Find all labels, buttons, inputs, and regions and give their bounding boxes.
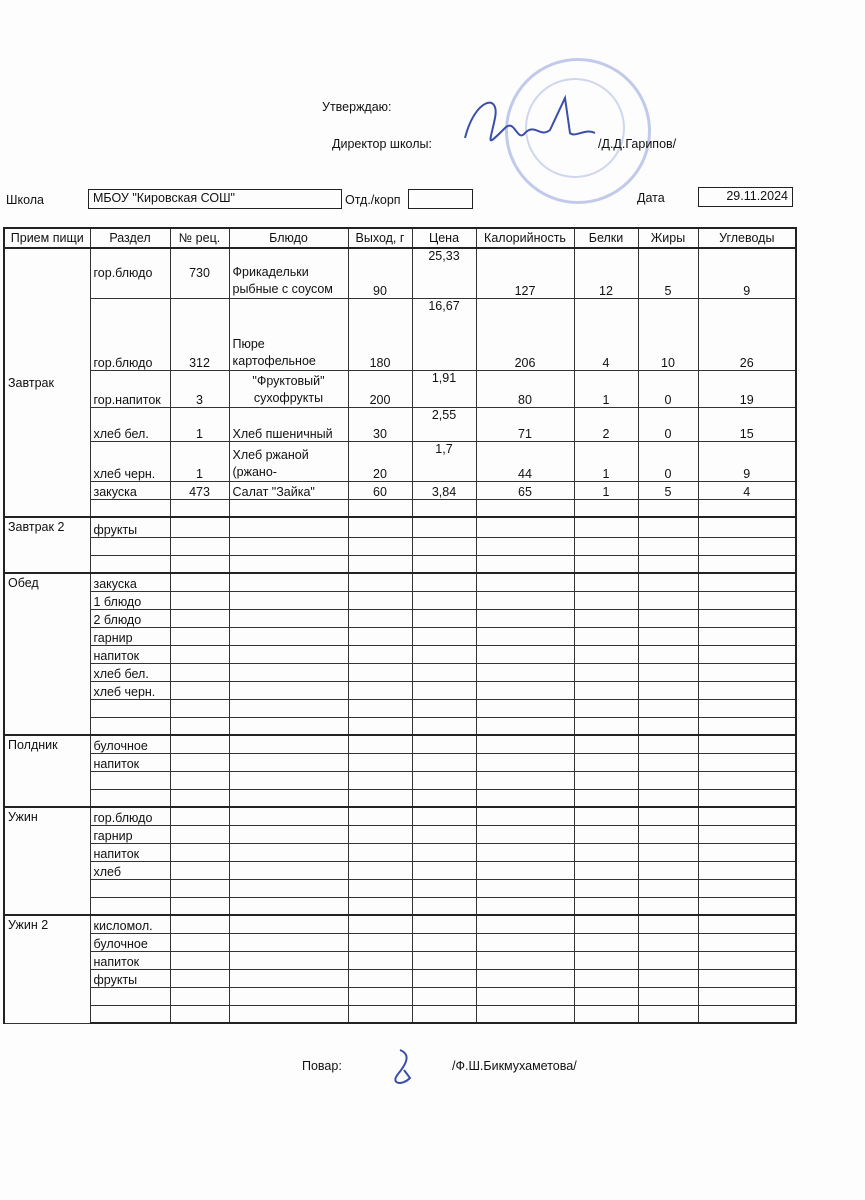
cell-output: 30 bbox=[348, 407, 412, 441]
cell-dish: "Фруктовый" сухофрукты bbox=[229, 370, 348, 407]
cell-price: 16,67 bbox=[412, 298, 476, 370]
table-row bbox=[4, 248, 796, 298]
cell-protein: 4 bbox=[574, 298, 638, 370]
director-signature bbox=[455, 88, 605, 168]
cell-protein: 1 bbox=[574, 481, 638, 499]
cell-kcal: 65 bbox=[476, 481, 574, 499]
cell-kcal: 206 bbox=[476, 298, 574, 370]
cell-protein: 12 bbox=[574, 248, 638, 298]
cell-dish: Салат "Зайка" bbox=[229, 481, 348, 499]
cell-section: гарнир bbox=[90, 627, 170, 645]
cook-label: Повар: bbox=[302, 1059, 342, 1073]
cell-section: закуска bbox=[90, 573, 170, 591]
table-row bbox=[4, 915, 796, 933]
cook-name: /Ф.Ш.Бикмухаметова/ bbox=[452, 1059, 577, 1073]
cell-kcal: 44 bbox=[476, 441, 574, 481]
cell-kcal: 80 bbox=[476, 370, 574, 407]
cell-dish: Хлеб пшеничный bbox=[229, 407, 348, 441]
cell-section: 2 блюдо bbox=[90, 609, 170, 627]
cell-section: напиток bbox=[90, 951, 170, 969]
cell-section: гор.блюдо bbox=[90, 807, 170, 825]
cell-section: напиток bbox=[90, 753, 170, 771]
cell-section: хлеб бел. bbox=[90, 407, 170, 441]
meal-lunch: Обед bbox=[4, 573, 90, 735]
meal-breakfast: Завтрак bbox=[4, 248, 90, 517]
dept-label: Отд./корп bbox=[345, 193, 401, 207]
cell-section: напиток bbox=[90, 645, 170, 663]
cell-section: гор.блюдо bbox=[90, 248, 170, 298]
cell-recipe: 1 bbox=[170, 441, 229, 481]
dept-field bbox=[408, 189, 473, 209]
cell-protein: 1 bbox=[574, 370, 638, 407]
table-row bbox=[4, 735, 796, 753]
cell-recipe: 312 bbox=[170, 298, 229, 370]
meal-dinner2: Ужин 2 bbox=[4, 915, 90, 1023]
cell-section: напиток bbox=[90, 843, 170, 861]
cell-section: хлеб черн. bbox=[90, 441, 170, 481]
col-header: Выход, г bbox=[348, 228, 412, 248]
cell-carbs: 4 bbox=[698, 481, 796, 499]
table-row bbox=[4, 481, 796, 499]
table-row bbox=[4, 298, 796, 370]
table-row bbox=[4, 517, 796, 537]
col-header: Калорийность bbox=[476, 228, 574, 248]
cell-price: 2,55 bbox=[412, 407, 476, 441]
cell-output: 200 bbox=[348, 370, 412, 407]
cell-kcal: 71 bbox=[476, 407, 574, 441]
cell-protein: 1 bbox=[574, 441, 638, 481]
cell-section: гор.блюдо bbox=[90, 298, 170, 370]
table-row bbox=[4, 370, 796, 407]
table-row bbox=[4, 573, 796, 591]
date-field: 29.11.2024 bbox=[698, 187, 793, 207]
cell-section: хлеб черн. bbox=[90, 681, 170, 699]
director-name: /Д.Д.Гарипов/ bbox=[598, 137, 677, 151]
cell-price: 25,33 bbox=[412, 248, 476, 298]
cell-fat: 5 bbox=[638, 248, 698, 298]
col-header: № рец. bbox=[170, 228, 229, 248]
col-header: Блюдо bbox=[229, 228, 348, 248]
meal-breakfast2: Завтрак 2 bbox=[4, 517, 90, 573]
col-header: Углеводы bbox=[698, 228, 796, 248]
cell-output: 60 bbox=[348, 481, 412, 499]
meal-snack: Полдник bbox=[4, 735, 90, 807]
cell-fat: 10 bbox=[638, 298, 698, 370]
cell-recipe: 1 bbox=[170, 407, 229, 441]
table-row bbox=[4, 441, 796, 481]
col-header: Прием пищи bbox=[4, 228, 90, 248]
cell-section: 1 блюдо bbox=[90, 591, 170, 609]
cell-recipe: 473 bbox=[170, 481, 229, 499]
cell-protein: 2 bbox=[574, 407, 638, 441]
cell-carbs: 9 bbox=[698, 248, 796, 298]
table-header-row bbox=[4, 228, 796, 248]
cell-fat: 5 bbox=[638, 481, 698, 499]
cell-carbs: 15 bbox=[698, 407, 796, 441]
school-field: МБОУ "Кировская СОШ" bbox=[88, 189, 342, 209]
cell-recipe: 3 bbox=[170, 370, 229, 407]
cell-section: хлеб bbox=[90, 861, 170, 879]
cell-section: кисломол. bbox=[90, 915, 170, 933]
cell-price: 1,7 bbox=[412, 441, 476, 481]
cell-section: фрукты bbox=[90, 517, 170, 537]
cell-recipe: 730 bbox=[170, 248, 229, 298]
cell-output: 90 bbox=[348, 248, 412, 298]
director-label: Директор школы: bbox=[332, 137, 432, 151]
cell-section: булочное bbox=[90, 933, 170, 951]
cell-dish: Фрикадельки рыбные с соусом bbox=[229, 248, 348, 298]
cell-section: булочное bbox=[90, 735, 170, 753]
col-header: Жиры bbox=[638, 228, 698, 248]
cell-section: фрукты bbox=[90, 969, 170, 987]
col-header: Цена bbox=[412, 228, 476, 248]
cook-signature bbox=[380, 1042, 430, 1092]
date-label: Дата bbox=[637, 191, 665, 205]
cell-kcal: 127 bbox=[476, 248, 574, 298]
school-label: Школа bbox=[6, 193, 44, 207]
menu-table bbox=[3, 227, 797, 1024]
cell-section: гарнир bbox=[90, 825, 170, 843]
cell-carbs: 26 bbox=[698, 298, 796, 370]
approve-label: Утверждаю: bbox=[322, 100, 392, 114]
table-row bbox=[4, 807, 796, 825]
table-row bbox=[4, 499, 796, 517]
cell-fat: 0 bbox=[638, 407, 698, 441]
cell-output: 180 bbox=[348, 298, 412, 370]
cell-dish: Пюре картофельное bbox=[229, 298, 348, 370]
table-row bbox=[4, 407, 796, 441]
cell-fat: 0 bbox=[638, 441, 698, 481]
cell-section: хлеб бел. bbox=[90, 663, 170, 681]
cell-carbs: 9 bbox=[698, 441, 796, 481]
cell-carbs: 19 bbox=[698, 370, 796, 407]
col-header: Раздел bbox=[90, 228, 170, 248]
cell-section: закуска bbox=[90, 481, 170, 499]
col-header: Белки bbox=[574, 228, 638, 248]
cell-price: 1,91 bbox=[412, 370, 476, 407]
cell-price: 3,84 bbox=[412, 481, 476, 499]
cell-section: гор.напиток bbox=[90, 370, 170, 407]
cell-output: 20 bbox=[348, 441, 412, 481]
cell-fat: 0 bbox=[638, 370, 698, 407]
meal-dinner: Ужин bbox=[4, 807, 90, 915]
cell-dish: Хлеб ржаной (ржано- bbox=[229, 441, 348, 481]
